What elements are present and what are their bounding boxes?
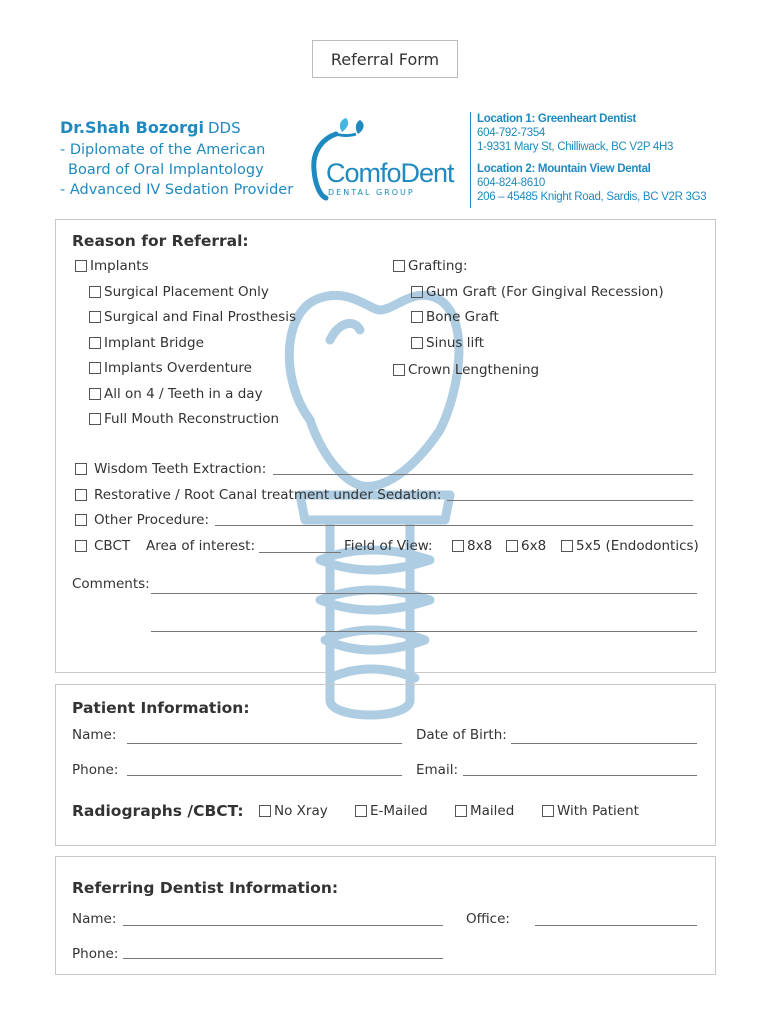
credential-line-2: Board of Oral Implantology bbox=[68, 162, 264, 178]
referring-title: Referring Dentist Information: bbox=[72, 879, 339, 897]
implants-checkbox[interactable] bbox=[75, 260, 87, 272]
comments-line-1[interactable] bbox=[151, 593, 697, 594]
patient-name-label: Name: bbox=[72, 727, 117, 743]
rad-with-patient[interactable]: With Patient bbox=[542, 803, 639, 819]
area-label: Area of interest: bbox=[146, 538, 256, 554]
referring-name-label: Name: bbox=[72, 911, 117, 927]
implant-item[interactable]: Full Mouth Reconstruction bbox=[89, 411, 279, 427]
rad-mailed[interactable]: Mailed bbox=[455, 803, 514, 819]
dob-label: Date of Birth: bbox=[416, 727, 507, 743]
email-field[interactable] bbox=[463, 775, 697, 776]
form-title: Referral Form bbox=[312, 40, 458, 78]
implant-item[interactable]: All on 4 / Teeth in a day bbox=[89, 386, 263, 402]
patient-name-field[interactable] bbox=[127, 743, 402, 744]
radiographs-title: Radiographs /CBCT: bbox=[72, 802, 244, 820]
graft-item[interactable]: Gum Graft (For Gingival Recession) bbox=[411, 284, 664, 300]
fov-label: Field of View: bbox=[344, 538, 433, 554]
fov-8x8[interactable]: 8x8 bbox=[452, 538, 492, 554]
comfodent-logo: ComfoDent DENTAL GROUP bbox=[306, 114, 456, 206]
office-field[interactable] bbox=[535, 925, 697, 926]
comments-line-2[interactable] bbox=[151, 631, 697, 632]
other-option[interactable]: Other Procedure: bbox=[75, 512, 209, 528]
reason-title: Reason for Referral: bbox=[72, 232, 249, 250]
credential-line-1: - Diplomate of the American bbox=[60, 142, 266, 158]
email-label: Email: bbox=[416, 762, 459, 778]
rad-no-xray[interactable]: No Xray bbox=[259, 803, 328, 819]
implant-item[interactable]: Implant Bridge bbox=[89, 335, 204, 351]
grafting-option[interactable]: Grafting: bbox=[393, 258, 468, 274]
patient-phone-field[interactable] bbox=[127, 775, 402, 776]
restorative-option[interactable]: Restorative / Root Canal treatment under Sedation: bbox=[75, 487, 441, 503]
area-line[interactable] bbox=[259, 552, 341, 553]
cbct-option[interactable]: CBCT bbox=[75, 538, 130, 554]
grafting-checkbox[interactable] bbox=[393, 260, 405, 272]
credential-line-3: - Advanced IV Sedation Provider bbox=[60, 182, 294, 198]
restorative-line[interactable] bbox=[447, 500, 693, 501]
locations: Location 1: Greenheart Dentist 604-792-7354 1-9331 Mary St, Chilliwack, BC V2P 4H3 Location 2: Mountain View Dental 604-824-8610 206 – 45485 Knight Road, Sardis, BC V2R 3G3 bbox=[470, 112, 706, 208]
dob-field[interactable] bbox=[511, 743, 697, 744]
referring-phone-label: Phone: bbox=[72, 946, 119, 962]
comments-label: Comments: bbox=[72, 576, 150, 592]
referring-name-field[interactable] bbox=[123, 925, 443, 926]
wisdom-option[interactable]: Wisdom Teeth Extraction: bbox=[75, 461, 266, 477]
patient-phone-label: Phone: bbox=[72, 762, 119, 778]
doctor-name: Dr.Shah Bozorgi DDS bbox=[60, 118, 241, 137]
implant-item[interactable]: Implants Overdenture bbox=[89, 360, 252, 376]
implant-item[interactable]: Surgical and Final Prosthesis bbox=[89, 309, 296, 325]
wisdom-line[interactable] bbox=[273, 474, 693, 475]
fov-5x5[interactable]: 5x5 (Endodontics) bbox=[561, 538, 699, 554]
patient-title: Patient Information: bbox=[72, 699, 250, 717]
graft-item[interactable]: Sinus lift bbox=[411, 335, 484, 351]
implants-option[interactable]: Implants bbox=[75, 258, 149, 274]
rad-emailed[interactable]: E-Mailed bbox=[355, 803, 428, 819]
fov-6x8[interactable]: 6x8 bbox=[506, 538, 546, 554]
referring-phone-field[interactable] bbox=[123, 958, 443, 959]
implant-item[interactable]: Surgical Placement Only bbox=[89, 284, 269, 300]
graft-item[interactable]: Bone Graft bbox=[411, 309, 499, 325]
office-label: Office: bbox=[466, 911, 510, 927]
other-line[interactable] bbox=[215, 525, 693, 526]
crown-lengthening-option[interactable]: Crown Lengthening bbox=[393, 362, 539, 378]
